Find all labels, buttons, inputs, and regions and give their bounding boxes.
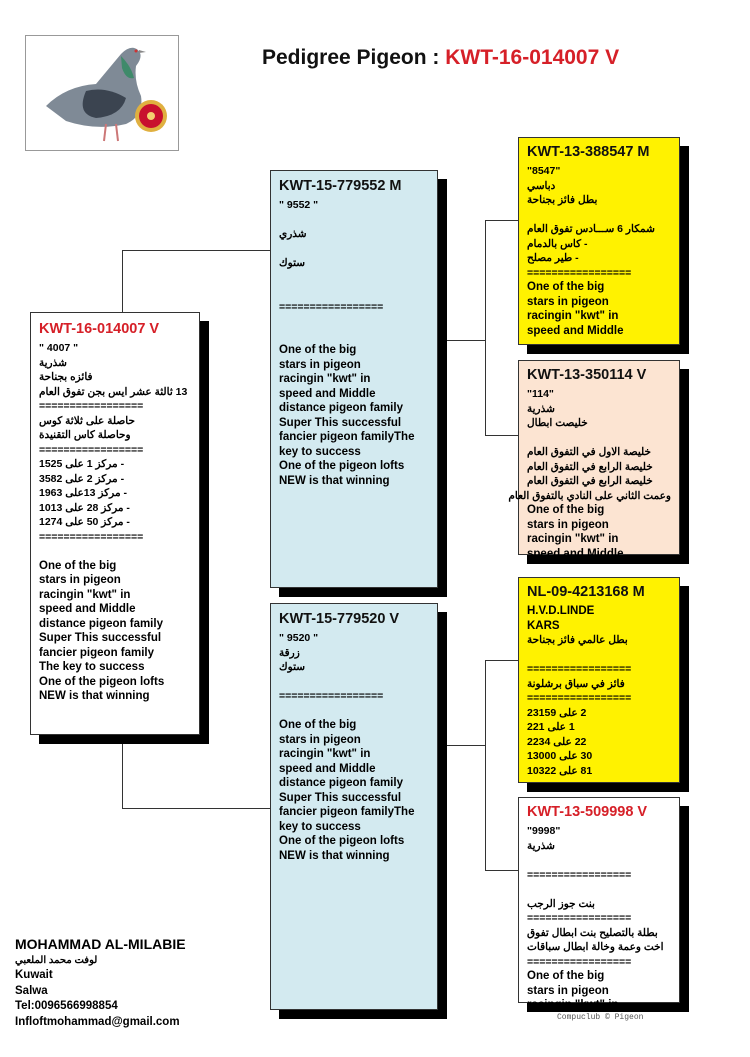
card-line: شذرية: [39, 356, 67, 369]
card-line: NEW is that winning: [39, 690, 150, 702]
card-line: زرقة: [279, 646, 300, 659]
card-line: وعمت الثاني على النادي بالتفوق العام: [508, 489, 671, 502]
card-line: =================: [527, 868, 632, 881]
card-line: " 9520 ": [279, 632, 319, 644]
ring-number: NL-09-4213168 M: [527, 584, 645, 600]
page-title: [262, 46, 619, 70]
owner-phone: Tel:0096566998854: [15, 1000, 118, 1012]
connector: [122, 250, 123, 312]
card-line: Super This successful: [279, 416, 402, 429]
card-line: distance pigeon family: [279, 402, 403, 414]
card-line: دباسي: [527, 179, 556, 192]
card-line: speed and Middle: [279, 387, 376, 400]
card-line: ستوك: [279, 661, 306, 673]
dam-sire-card: [518, 577, 680, 783]
title-ring-number: KWT-16-014007 V: [445, 46, 620, 69]
card-line: " 9552 ": [279, 199, 319, 211]
card-line: فائزه بجناحة: [39, 371, 93, 383]
card-line: - مركز 28 على 1013: [39, 501, 130, 514]
sire-dam-card: [508, 360, 680, 560]
card-line: speed and Middle: [39, 603, 136, 615]
card-line: [279, 271, 429, 286]
footer-credit: Compuclub © Pigeon: [557, 1013, 644, 1022]
subject-pigeon-card: [30, 312, 200, 735]
card-line: H.V.D.LINDE: [527, 605, 595, 617]
card-line: Super This successful: [279, 791, 402, 804]
card-line: speed and Middle: [527, 547, 624, 560]
connector: [438, 745, 485, 746]
card-line: racingin "kwt" in: [527, 533, 619, 545]
card-line: key to success: [279, 445, 361, 458]
card-line: racingin "kwt" in: [527, 999, 619, 1011]
connector: [485, 870, 518, 871]
card-line: =================: [527, 955, 632, 968]
card-line: NEW is that winning: [279, 849, 390, 862]
card-line: 22 على 2234: [527, 735, 587, 748]
card-line: racingin "kwt" in: [527, 310, 619, 322]
card-line: 13 ثالثة عشر ايس بجن تفوق العام: [39, 385, 188, 398]
card-line: =================: [527, 912, 632, 924]
card-line: One of the pigeon lofts: [279, 835, 405, 847]
connector: [438, 340, 485, 341]
connector: [122, 808, 270, 809]
card-line: - كاس بالدمام: [527, 237, 588, 250]
card-line: One of the pigeon lofts: [279, 460, 405, 472]
card-line: =================: [279, 690, 384, 702]
card-line: [527, 882, 671, 897]
card-line: بنت جوز الرجب: [527, 897, 595, 910]
card-line: [527, 208, 671, 223]
card-line: distance pigeon family: [279, 777, 403, 789]
connector: [122, 735, 123, 808]
card-line: [279, 314, 429, 329]
card-line: One of the big: [527, 504, 605, 516]
card-line: فائز في سباق برشلونة: [527, 677, 625, 690]
card-line: NEW is that winning: [279, 474, 390, 487]
owner-name: MOHAMMAD AL-MILABIE: [15, 936, 186, 952]
card-line: ستوك: [279, 257, 306, 269]
card-line: شذرية: [527, 402, 555, 415]
card-line: [527, 648, 671, 663]
card-line: =================: [527, 692, 632, 704]
card-line: racingin "kwt" in: [279, 373, 371, 385]
card-line: اخت وعمة وخالة ابطال سباقات: [527, 941, 664, 953]
card-line: خليصة الرابع في التفوق العام: [527, 475, 653, 487]
card-line: speed and Middle: [279, 762, 376, 775]
card-line: شمكار 6 ســـادس تفوق العام: [527, 223, 655, 235]
pigeon-image-icon: [26, 36, 178, 150]
card-line: خليصت ابطال: [527, 417, 588, 429]
card-line: racingin "kwt" in: [39, 588, 131, 601]
title-prefix: Pedigree Pigeon :: [262, 46, 446, 69]
card-line: speed and Middle: [527, 324, 624, 337]
card-line: بطلة بالتصليح بنت ابطال تفوق: [527, 926, 658, 939]
owner-country: Kuwait: [15, 969, 53, 981]
card-line: "114": [527, 388, 554, 400]
card-line: 30 على 13000: [527, 750, 593, 762]
card-line: 1 على 221: [527, 721, 575, 733]
card-line: "8547": [527, 165, 561, 177]
owner-email[interactable]: Infloftmohammad@gmail.com: [15, 1015, 180, 1028]
card-line: شذري: [279, 228, 307, 240]
card-line: One of the pigeon lofts: [39, 675, 165, 688]
card-line: =================: [527, 663, 632, 675]
connector: [122, 250, 270, 251]
connector: [485, 435, 518, 436]
card-line: racingin "kwt" in: [279, 748, 371, 760]
owner-arabic-name: لوفت محمد الملعبي: [15, 954, 98, 966]
card-line: fancier pigeon familyThe: [279, 431, 415, 443]
card-line: stars in pigeon: [527, 518, 609, 531]
card-line: stars in pigeon: [279, 358, 361, 371]
ring-number: KWT-15-779552 M: [279, 178, 402, 194]
card-line: 81 على 10322: [527, 764, 593, 777]
card-line: stars in pigeon: [279, 733, 361, 746]
card-line: =================: [39, 443, 144, 456]
connector: [485, 660, 486, 871]
card-line: fancier pigeon familyThe: [279, 806, 415, 818]
card-line: 2 على 23159: [527, 706, 587, 719]
card-line: خليصة الرابع في التفوق العام: [527, 460, 653, 473]
card-line: [279, 704, 429, 719]
ring-number: KWT-16-014007 V: [39, 321, 160, 337]
ring-number: KWT-13-388547 M: [527, 144, 650, 160]
card-line: - مركز 1 على 1525: [39, 458, 125, 470]
card-line: stars in pigeon: [39, 574, 121, 586]
sire-card: [270, 170, 438, 588]
card-line: =================: [279, 300, 384, 313]
connector: [485, 660, 518, 661]
card-line: =================: [39, 400, 144, 412]
card-line: stars in pigeon: [527, 984, 609, 997]
card-line: " 4007 ": [39, 342, 79, 354]
connector: [485, 220, 518, 221]
owner-city: Salwa: [15, 984, 48, 997]
card-line: =================: [39, 530, 144, 543]
card-line: One of the big: [39, 559, 117, 572]
card-line: [527, 431, 671, 446]
card-line: One of the big: [527, 281, 605, 293]
card-line: stars in pigeon: [527, 295, 609, 308]
card-line: =================: [527, 266, 632, 279]
card-line: Super This successful: [39, 632, 162, 644]
card-line: [279, 213, 429, 228]
pigeon-photo: [25, 35, 179, 151]
ring-number: KWT-15-779520 V: [279, 611, 400, 627]
card-line: One of the big: [279, 344, 357, 356]
card-line: - مركز 2 على 3582: [39, 472, 125, 485]
card-line: [39, 544, 191, 559]
dam-dam-card: [518, 797, 680, 1011]
card-line: The key to success: [39, 661, 145, 673]
ring-number: KWT-13-509998 V: [527, 804, 648, 820]
card-line: خليصة الاول في التفوق العام: [527, 446, 651, 458]
card-line: - مركز 50 على 1274: [39, 516, 130, 528]
dam-card: [270, 603, 438, 1010]
card-line: بطل عالمي فائز بجناحة: [527, 634, 628, 646]
card-line: key to success: [279, 820, 361, 833]
card-line: بطل فائز بجناحة: [527, 194, 598, 206]
card-line: وحاصلة كاس التقنيدة: [39, 429, 131, 441]
card-line: - مركز 13على 1963: [39, 487, 128, 499]
ring-number: KWT-13-350114 V: [527, 367, 647, 383]
card-line: One of the big: [279, 719, 357, 731]
card-line: - طير مصلح: [527, 252, 579, 264]
card-line: حاصلة على ثلاثة كوس: [39, 414, 135, 427]
card-line: [279, 242, 429, 257]
card-line: [279, 329, 429, 344]
card-line: [527, 853, 671, 868]
card-line: "9998": [527, 825, 561, 837]
card-line: [279, 285, 429, 300]
card-line: distance pigeon family: [39, 617, 163, 630]
card-line: One of the big: [527, 970, 605, 982]
card-line: KARS: [527, 619, 560, 632]
card-line: [279, 675, 429, 690]
card-line: شذرية: [527, 839, 555, 852]
connector: [485, 220, 486, 436]
card-line: fancier pigeon family: [39, 646, 155, 659]
owner-info: [15, 937, 186, 1030]
sire-sire-card: [518, 137, 680, 345]
